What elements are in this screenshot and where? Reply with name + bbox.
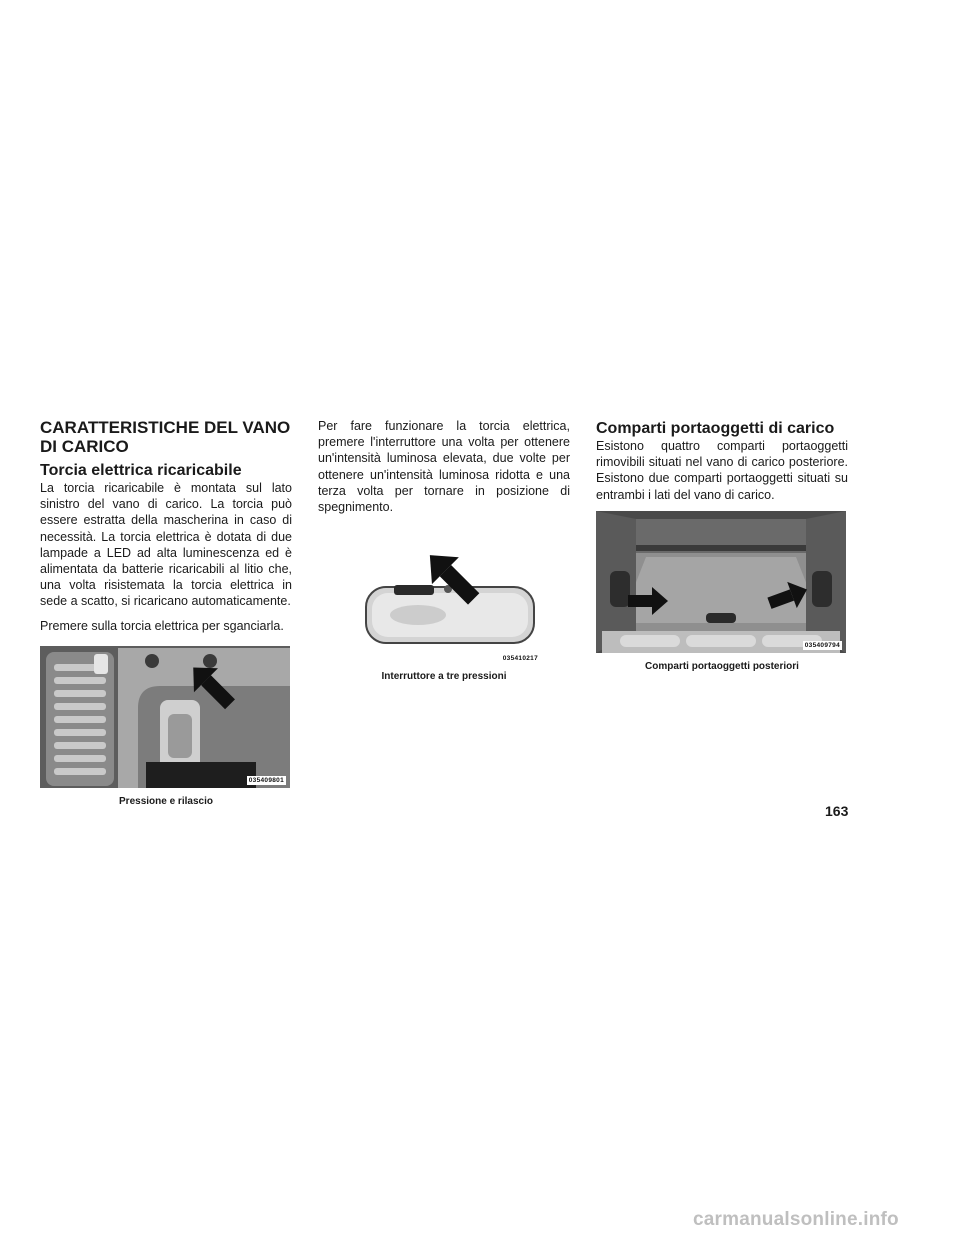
figure-caption: Interruttore a tre pressioni [381, 671, 507, 683]
middle-column [318, 418, 570, 682]
storage-figure [596, 511, 846, 653]
switch-paragraph: Per fare funzionare la torcia elettrica, premere l'interruttore una volta per ottenere un'intensità luminosa elevata, due volte per ottenere un'intensità luminosa ridotta e una terza volta per tornare in posizione di spegnimento. [318, 419, 570, 515]
torch-heading: Torcia elettrica ricaricabile [40, 462, 242, 479]
figure-code: 035409794 [804, 641, 840, 649]
figure-caption: Comparti portaoggetti posteriori [645, 660, 799, 672]
storage-heading: Comparti portaoggetti di carico [596, 420, 835, 437]
torch-release-figure [40, 646, 290, 788]
left-column [40, 418, 292, 807]
storage-paragraph: Esistono quattro comparti portaoggetti rimovibili situati nel vano di carico posteriore. Esistono due comparti portaoggetti situati su entrambi i lati del vano di carico. [596, 439, 848, 502]
section-title: CARATTERISTICHE DEL VANO DI CARICO [40, 418, 291, 456]
figure-code: 035410217 [502, 655, 538, 663]
storage-illustration [596, 511, 846, 653]
page-number: 163 [825, 803, 849, 819]
footer-watermark: carmanualsonline.info [693, 1209, 899, 1230]
torch-paragraph: La torcia ricaricabile è montata sul lato sinistro del vano di carico. La torcia può essere estratta della mascherina in caso di necessità. La torcia elettrica è dotata di due lampade a LED ad alta luminescenza ed è alimentata da batterie ricaricabili al litio che, una volta risistemata la torcia elettrica in sede a scatto, si ricaricano automaticamente. [40, 481, 292, 609]
torch-release-paragraph: Premere sulla torcia elettrica per sganciarla. [40, 618, 284, 633]
figure-caption: Pressione e rilascio [119, 795, 213, 807]
switch-figure [318, 525, 568, 671]
torch-release-illustration [40, 646, 290, 788]
figure-code: 035409801 [248, 776, 284, 784]
right-column [596, 418, 848, 672]
switch-illustration [318, 525, 568, 671]
